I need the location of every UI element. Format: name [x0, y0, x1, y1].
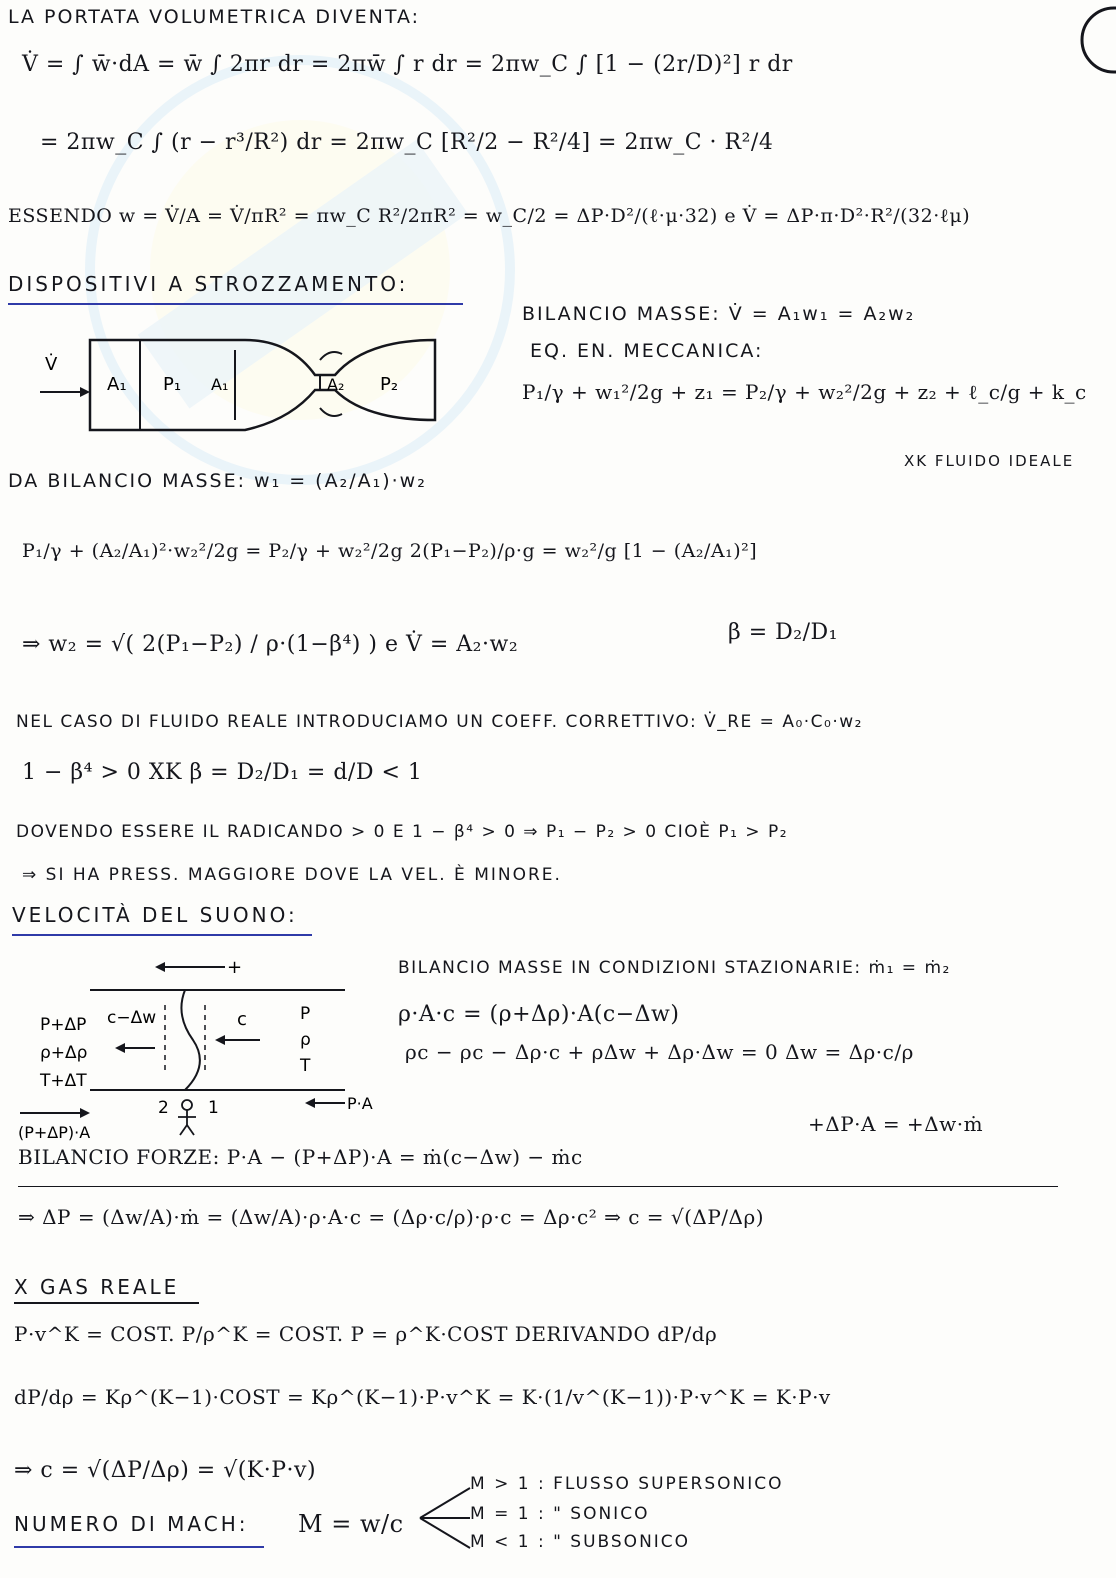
underline-gas-reale — [14, 1302, 199, 1304]
line-eq-energia: EQ. EN. MECCANICA: — [530, 340, 764, 362]
diagram-a1b-label: A₁ — [211, 375, 229, 394]
diagram-p2-label: P₂ — [380, 374, 399, 395]
line-fluido-ideale: XK FLUIDO IDEALE — [904, 452, 1075, 470]
line-bernoulli-sub: P₁/γ + (A₂/A₁)²·w₂²/2g = P₂/γ + w₂²/2g 2(P₁−P₂)/ρ·g = w₂²/g [1 − (A₂/A₁)²] — [22, 540, 758, 562]
line-radicando: DOVENDO ESSERE IL RADICANDO > 0 E 1 − β⁴ > 0 ⇒ P₁ − P₂ > 0 CIOÈ P₁ > P₂ — [16, 822, 789, 842]
restriction-diagram — [35, 330, 445, 450]
heading-velocita-suono: VELOCITÀ DEL SUONO: — [12, 903, 298, 927]
line-beta-def: β = D₂/D₁ — [728, 620, 838, 645]
line-delta-p: ⇒ ΔP = (Δw/A)·ṁ = (Δw/A)·ρ·A·c = (Δρ·c/ρ)·ρ·c = Δρ·c² ⇒ c = √(ΔP/Δρ) — [18, 1205, 765, 1229]
diagram-flow-label: V̇ — [45, 354, 58, 375]
sound-pa: P·A — [347, 1094, 373, 1113]
heading-dispositivi: DISPOSITIVI A STROZZAMENTO: — [8, 272, 409, 296]
underline-bilancio-forze — [18, 1186, 1058, 1187]
line-beta-condition: 1 − β⁴ > 0 XK β = D₂/D₁ = d/D < 1 — [22, 760, 423, 785]
underline-velocita-suono — [12, 934, 312, 936]
sound-c-minus: c−Δw — [107, 1008, 157, 1028]
line-press-maggiore: ⇒ SI HA PRESS. MAGGIORE DOVE LA VEL. È MINORE. — [22, 865, 562, 885]
sound-right-t: T — [300, 1056, 311, 1076]
heading-gas-reale: X GAS REALE — [14, 1275, 180, 1299]
heading-mach: NUMERO DI MACH: — [14, 1512, 249, 1536]
line-massa-espansa: ρc − ρc − Δρ·c + ρΔw + Δρ·Δw = 0 Δw = Δρ·c/ρ — [405, 1040, 914, 1064]
diagram-p1-label: P₁ — [163, 374, 182, 395]
line-w2-formula: ⇒ w₂ = √( 2(P₁−P₂) / ρ·(1−β⁴) ) e V̇ = A₂·w₂ — [22, 632, 519, 657]
diagram-a2-label: A₂ — [327, 375, 345, 394]
sound-right-p: P — [300, 1004, 311, 1024]
underline-dispositivi — [8, 303, 463, 305]
sound-section-2: 2 — [158, 1098, 169, 1118]
diagram-a1-label: A₁ — [107, 374, 127, 395]
line-portata-result: = 2πw_C ∫ (r − r³/R²) dr = 2πw_C [R²/2 − R²/4] = 2πw_C · R²/4 — [40, 130, 774, 155]
sound-right-rho: ρ — [300, 1030, 311, 1050]
sound-plus-label: + — [227, 957, 243, 978]
sound-left-p: P+ΔP — [40, 1015, 87, 1035]
line-mach-super: M > 1 : FLUSSO SUPERSONICO — [470, 1474, 784, 1494]
line-derivata: dP/dρ = Kρ^(K−1)·COST = Kρ^(K−1)·P·v^K = K·(1/v^(K−1))·P·v^K = K·P·v — [14, 1385, 831, 1409]
line-mach-sonic: M = 1 : " SONICO — [470, 1504, 650, 1524]
mach-brace-icon — [415, 1478, 475, 1558]
line-bilancio-stazionario: BILANCIO MASSE IN CONDIZIONI STAZIONARIE: ṁ₁ = ṁ₂ — [398, 958, 951, 978]
line-bernoulli: P₁/γ + w₁²/2g + z₁ = P₂/γ + w₂²/2g + z₂ + ℓ_c/g + k_c — [522, 380, 1087, 404]
line-portata-integral: V̇ = ∫ w̄·dA = w̄ ∫ 2πr dr = 2πw̄ ∫ r dr = 2πw_C ∫ [1 − (2r/D)²] r dr — [22, 52, 793, 77]
line-essendo: ESSENDO w = V̇/A = V̇/πR² = πw_C R²/2πR² = w_C/2 = ΔP·D²/(ℓ·μ·32) e V̇ = ΔP·π·D²·R²/(32·ℓμ) — [8, 205, 971, 227]
sound-c: c — [237, 1009, 247, 1030]
line-fluido-reale: NEL CASO DI FLUIDO REALE INTRODUCIAMO UN COEFF. CORRETTIVO: V̇_RE = A₀·C₀·w₂ — [16, 712, 863, 732]
line-bilancio-forze: BILANCIO FORZE: P·A − (P+ΔP)·A = ṁ(c−Δw) − ṁc — [18, 1145, 583, 1169]
corner-circle-icon — [1044, 0, 1116, 80]
sound-left-rho: ρ+Δρ — [40, 1043, 88, 1063]
underline-mach — [14, 1546, 264, 1548]
line-da-bilancio: DA BILANCIO MASSE: w₁ = (A₂/A₁)·w₂ — [8, 470, 427, 492]
line-forza-massa: +ΔP·A = +Δw·ṁ — [808, 1112, 984, 1136]
sound-left-t: T+ΔT — [40, 1071, 87, 1091]
sound-left-force: (P+ΔP)·A — [18, 1123, 91, 1142]
line-massa-rho: ρ·A·c = (ρ+Δρ)·A(c−Δw) — [398, 1002, 680, 1027]
line-mach-sub: M < 1 : " SUBSONICO — [470, 1532, 691, 1552]
sound-wave-diagram — [15, 945, 385, 1145]
line-adiabatica: P·v^K = COST. P/ρ^K = COST. P = ρ^K·COST DERIVANDO dP/dρ — [14, 1322, 718, 1346]
line-c-gas: ⇒ c = √(ΔP/Δρ) = √(K·P·v) — [14, 1458, 317, 1483]
line-mach-def: M = w/c — [298, 1510, 404, 1538]
line-portata-title: LA PORTATA VOLUMETRICA DIVENTA: — [8, 6, 421, 28]
line-bilancio-masse: BILANCIO MASSE: V̇ = A₁w₁ = A₂w₂ — [522, 303, 916, 325]
sound-section-1: 1 — [208, 1098, 219, 1118]
